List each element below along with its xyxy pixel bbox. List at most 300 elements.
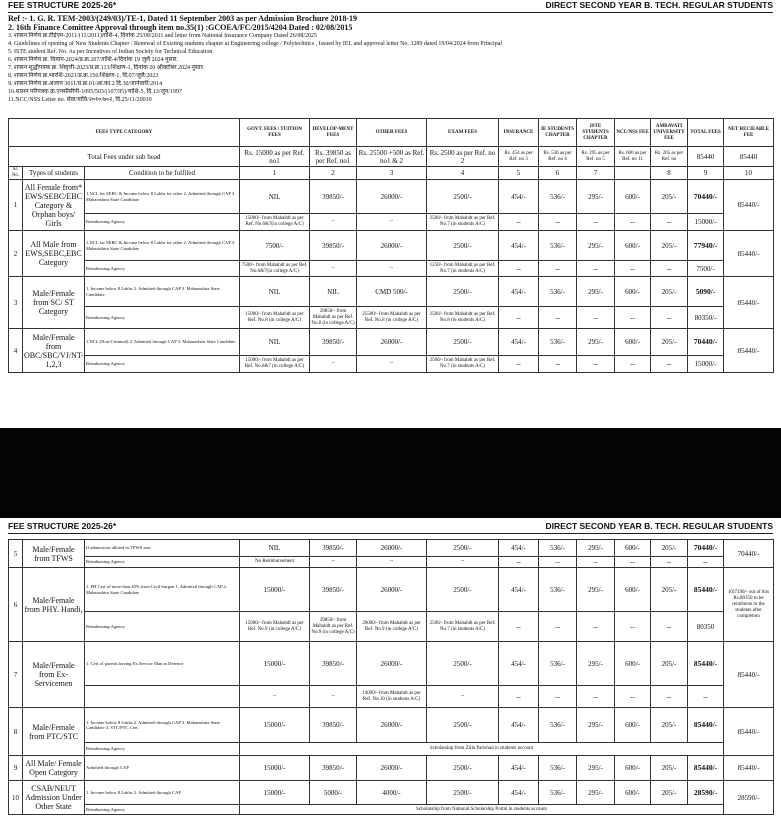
row-sr: 2 bbox=[9, 231, 23, 277]
fee-value-a: 295/- bbox=[577, 329, 615, 356]
ref-7: 7. शासन शुद्धीपत्रक क्र. शिवृत्ती-2023/प्र.क्र.113/शिक्षण-1, दिनांक 20 ऑक्टोबर 2024 नुसार. bbox=[8, 65, 205, 71]
fee-value-a: 85440/- bbox=[688, 642, 724, 686]
col-amravati: AMRAVATI UNIVERSITY FEE bbox=[651, 119, 688, 147]
fee-value-b: -- bbox=[240, 686, 310, 708]
fee-value-a: 600/- bbox=[615, 277, 651, 307]
fee-value-b: -- bbox=[577, 612, 615, 642]
row-sr: 5 bbox=[9, 540, 23, 568]
fee-value-a: 454/- bbox=[499, 180, 539, 214]
fee-value-b: 26000/- from Mahabdt as per Ref. No.9 (in college A/C) bbox=[357, 612, 427, 642]
fee-value-a: 15000/- bbox=[240, 708, 310, 743]
reimbursing-agency: Reimbursing Agency bbox=[85, 743, 240, 756]
fee-value-b: -- bbox=[688, 557, 724, 568]
fee-value-b: -- bbox=[651, 612, 688, 642]
fee-table-2 bbox=[8, 539, 774, 815]
fee-value-a: 205/- bbox=[651, 540, 688, 557]
row-sr: 9 bbox=[9, 756, 23, 781]
net-fee: 85440/- bbox=[724, 642, 774, 708]
idx-5: 5 bbox=[499, 167, 539, 180]
col-other: OTHER FEES bbox=[357, 119, 427, 147]
fee-value-a: 600/- bbox=[615, 540, 651, 557]
student-type: Male/Female from PHY. Handi, bbox=[23, 568, 85, 642]
row-sr: 10 bbox=[9, 781, 23, 815]
fee-value-a: 77940/- bbox=[688, 231, 724, 261]
fee-value-b: No Reimbursement bbox=[240, 557, 310, 568]
page-header bbox=[8, 0, 773, 13]
col-ncc: NCC/NSS FEE bbox=[615, 119, 651, 147]
fee-value-a: 205/- bbox=[651, 329, 688, 356]
student-type: CSAB/NEUT Admission Under Other State bbox=[23, 781, 85, 815]
fee-value-b: -- bbox=[357, 356, 427, 373]
fee-value-a: 26000/- bbox=[357, 180, 427, 214]
fee-value-b: -- bbox=[499, 214, 539, 231]
fee-row bbox=[9, 781, 774, 805]
fee-value-a: NIL bbox=[240, 277, 310, 307]
fee-value-a: 454/- bbox=[499, 329, 539, 356]
fee-value-b: -- bbox=[539, 612, 577, 642]
fee-value-a: 600/- bbox=[615, 180, 651, 214]
header-program: DIRECT SECOND YEAR B. TECH. REGULAR STUDENTS bbox=[545, 0, 773, 10]
col-develop: DEVELOP-MENT FEES bbox=[310, 119, 357, 147]
col-ie: IE STUDENTS CHAPTER bbox=[539, 119, 577, 147]
row-sr: 7 bbox=[9, 642, 23, 708]
reimburse-row bbox=[9, 557, 774, 568]
fee-value-a: CMD 500/- bbox=[357, 277, 427, 307]
fee-value-b: 25500/- from Mahabdt as per Ref. No.8 (in college A/C) bbox=[357, 307, 427, 329]
fee-value-b: -- bbox=[615, 612, 651, 642]
fee-value-a: NIL bbox=[310, 277, 357, 307]
fee-value-a: 536/- bbox=[539, 180, 577, 214]
fee-value-b: -- bbox=[577, 356, 615, 373]
condition: If admissions alloted in TFWS seat bbox=[85, 540, 240, 557]
fee-value-b: -- bbox=[310, 214, 357, 231]
student-type: Male/Female from SC/ ST Category bbox=[23, 277, 85, 329]
subhead-amravati: Rs. 205 as per Ref. no bbox=[651, 147, 688, 167]
subhead-other: Rs. 25500 +500 as Ref. no1 & 2 bbox=[357, 147, 427, 167]
fee-value-a: 70440/- bbox=[688, 540, 724, 557]
fee-value-a: 4000/- bbox=[357, 781, 427, 805]
idx-6: 6 bbox=[539, 167, 577, 180]
col-exam: EXAM FEES bbox=[427, 119, 499, 147]
ref-8: 8. शासन निर्णय क्र.भारशि-2021/प्र.क्र.156/शिक्षण-1, दि.07/जुलै/2023 bbox=[8, 73, 159, 79]
reimbursing-agency: Reimbursing Agency bbox=[85, 261, 240, 277]
fee-value-b: 39850/- from Mahabdt as per Ref. No.9 (in college A/C) bbox=[310, 612, 357, 642]
fee-value-a: 205/- bbox=[651, 781, 688, 805]
fee-value-b: -- bbox=[615, 214, 651, 231]
fee-value-a: 536/- bbox=[539, 708, 577, 743]
ref-11: 11.NCC/NSS Letter no. सेवा/यांवि/२०१०/७०२, दि.25/11/20010 bbox=[8, 97, 152, 103]
fee-value-a: 26000/- bbox=[357, 329, 427, 356]
fee-value-a: 454/- bbox=[499, 568, 539, 612]
fee-value-a: 39850/- bbox=[310, 756, 357, 781]
fee-value-a: 454/- bbox=[499, 642, 539, 686]
fee-value-a: NIL bbox=[240, 180, 310, 214]
idx-10: 10 bbox=[724, 167, 774, 180]
header-title-2: FEE STRUCTURE 2025-26* bbox=[8, 521, 117, 531]
col-fees-type: FEES TYPE CATEGORY bbox=[9, 119, 240, 147]
fee-value-a: 2500/- bbox=[427, 231, 499, 261]
fee-value-a: 26000/- bbox=[357, 231, 427, 261]
row-sr: 4 bbox=[9, 329, 23, 373]
fee-value-a: 39850/- bbox=[310, 708, 357, 743]
fee-value-a: 85440/- bbox=[688, 568, 724, 612]
fee-value-a: NIL bbox=[240, 329, 310, 356]
fee-value-b: -- bbox=[651, 307, 688, 329]
fee-value-a: 7500/- bbox=[240, 231, 310, 261]
ref-4: 4. Guidelines of opening of New Students Chapter / Renewal of Existing students chapter at Engineering college / Polytechnics , Issued by IEI. and approval letter No. 3289 dated 19/04/2024 from Principal bbox=[8, 41, 503, 47]
fee-row bbox=[9, 568, 774, 612]
fee-value-b: -- bbox=[651, 261, 688, 277]
fee-value-a: 2500/- bbox=[427, 756, 499, 781]
row-sr: 8 bbox=[9, 708, 23, 756]
subhead-iste: Rs. 295 as per Ref. no 5 bbox=[577, 147, 615, 167]
fee-value-b: -- bbox=[357, 261, 427, 277]
fee-value-b: -- bbox=[688, 686, 724, 708]
reimburse-row bbox=[9, 686, 774, 708]
fee-value-a: 600/- bbox=[615, 568, 651, 612]
fee-value-a: 39850/- bbox=[310, 329, 357, 356]
fee-value-b: 15000/- bbox=[688, 214, 724, 231]
fee-row bbox=[9, 708, 774, 743]
reimburse-row bbox=[9, 743, 774, 756]
fee-value-a: 536/- bbox=[539, 277, 577, 307]
page-2 bbox=[0, 521, 781, 840]
fee-value-a: 295/- bbox=[577, 277, 615, 307]
col-net: NET RECIEABLE FEE bbox=[724, 119, 774, 147]
fee-value-b: -- bbox=[310, 261, 357, 277]
fee-value-a: 295/- bbox=[577, 231, 615, 261]
fee-value-b: 7500/- from Mahabdt as per Ref. No.6&7(in college A/C) bbox=[240, 261, 310, 277]
ref-1: Ref :- 1. G. R. TEM-2003/(249/03)/TE-1, Dated 11 September 2003 as per Admission Brochure 2018-19 bbox=[8, 14, 358, 23]
student-type: Male/Female from Ex-Servicemen bbox=[23, 642, 85, 708]
col-iste: ISTE STUDENTS CHAPTER bbox=[577, 119, 615, 147]
net-fee: 85440/- bbox=[724, 180, 774, 231]
fee-value-b: -- bbox=[651, 356, 688, 373]
subhead-row bbox=[9, 147, 774, 167]
fee-value-a: 205/- bbox=[651, 756, 688, 781]
subhead-total: 85440 bbox=[688, 147, 724, 167]
ref-2: 2. 16th Finance Comittee Approval through item no.35(1) :GCOEA/FC/2015/4204 Dated : 02/08/2015 bbox=[8, 23, 353, 32]
reimburse-row bbox=[9, 307, 774, 329]
condition: 1.NCL for SEBC & Income below 8 Lakhs for other 2. Admitted through CAP 3. Maharashtra State Candidate bbox=[85, 180, 240, 214]
fee-value-a: 454/- bbox=[499, 231, 539, 261]
fee-value-a: 295/- bbox=[577, 756, 615, 781]
column-header-row bbox=[9, 119, 774, 147]
fee-value-a: 2500/- bbox=[427, 540, 499, 557]
fee-value-a: 2500/- bbox=[427, 180, 499, 214]
fee-value-a: 2500/- bbox=[427, 642, 499, 686]
fee-row bbox=[9, 180, 774, 214]
fee-value-b: -- bbox=[615, 307, 651, 329]
reimbursing-agency: Reimbursing Agency bbox=[85, 356, 240, 373]
fee-value-b: 80350/- bbox=[688, 307, 724, 329]
reimbursing-agency: Reimbursing Agency bbox=[85, 214, 240, 231]
ref-9: 9. शासन निर्णय क्र.अजाप 3011/प्र.क्र.01/आ.का.2 दि.30/जानेवारी/2014 bbox=[8, 81, 163, 87]
fee-value-b: 15000/- from Mahabdt as per Ref. No.6&7 (in college A/C) bbox=[240, 356, 310, 373]
fee-value-a: 600/- bbox=[615, 329, 651, 356]
subhead-insurance: Rs. 454 as per Ref. no 3 bbox=[499, 147, 539, 167]
fee-value-a: 39850/- bbox=[310, 540, 357, 557]
fee-value-a: 2500/- bbox=[427, 329, 499, 356]
fee-value-a: 454/- bbox=[499, 708, 539, 743]
net-fee: 85440/- bbox=[724, 756, 774, 781]
subhead-govt: Rs. 15000 as per Ref. no1 bbox=[240, 147, 310, 167]
reimbursing-agency: Reimbursing Agency bbox=[85, 612, 240, 642]
student-type: Male/Female from OBC/SBC/VJ/NT-1,2,3 bbox=[23, 329, 85, 373]
fee-value-b: -- bbox=[310, 686, 357, 708]
fee-value-b: -- bbox=[615, 261, 651, 277]
idx-2: 2 bbox=[310, 167, 357, 180]
fee-value-b: -- bbox=[577, 307, 615, 329]
reimbursing-agency: Reimbursing Agency bbox=[85, 307, 240, 329]
net-fee: 85440/- bbox=[724, 231, 774, 277]
fee-value-a: 85440/- bbox=[688, 708, 724, 743]
fee-value-a: 39850/- bbox=[310, 180, 357, 214]
page-separator bbox=[0, 428, 781, 518]
reimbursing-agency: Reimbursing Agency bbox=[85, 805, 240, 815]
fee-value-a: 295/- bbox=[577, 568, 615, 612]
references bbox=[8, 14, 768, 104]
student-type: Male/Female from PTC/STC bbox=[23, 708, 85, 756]
fee-table-1-body bbox=[9, 180, 774, 373]
fee-value-b: -- bbox=[539, 356, 577, 373]
net-fee: 10)7190/- out of this Rs.80350 to be reimburse to the students after completion bbox=[724, 568, 774, 642]
fee-value-b: -- bbox=[310, 356, 357, 373]
fee-value-b: -- bbox=[539, 686, 577, 708]
student-type: All Male from EWS,SEBC,EBC Category bbox=[23, 231, 85, 277]
fee-value-b: -- bbox=[539, 261, 577, 277]
subhead-label: Total Fees under sub head bbox=[9, 147, 240, 167]
idx-9: 9 bbox=[688, 167, 724, 180]
fee-value-b: 2500/- from Mahabdt as per Ref. No.8 (in students A/C) bbox=[427, 307, 499, 329]
fee-value-a: 205/- bbox=[651, 277, 688, 307]
reimburse-row bbox=[9, 214, 774, 231]
fee-value-a: 15000/- bbox=[240, 568, 310, 612]
student-type: All Female from* EWS/SEBC/EBC Category & Orphan boys/ Girls bbox=[23, 180, 85, 231]
fee-value-b: -- bbox=[651, 214, 688, 231]
fee-value-a: 295/- bbox=[577, 708, 615, 743]
fee-value-a: 536/- bbox=[539, 231, 577, 261]
idx-7: 7 bbox=[577, 167, 615, 180]
fee-value-b: 15000/- from Mahabdt as per Ref. No.8 (in college A/C) bbox=[240, 307, 310, 329]
fee-value-b: -- bbox=[577, 686, 615, 708]
header-title: FEE STRUCTURE 2025-26* bbox=[8, 0, 117, 10]
fee-value-b: -- bbox=[651, 557, 688, 568]
fee-value-a: 26000/- bbox=[357, 756, 427, 781]
student-type: All Male/ Female Open Category bbox=[23, 756, 85, 781]
col-govt: GOVT. FEES / TUITION FEES bbox=[240, 119, 310, 147]
idx-4: 4 bbox=[427, 167, 499, 180]
fee-value-b: 2500/- from Mahabdt as per Ref. No.7 (in students A/C) bbox=[427, 356, 499, 373]
fee-row bbox=[9, 756, 774, 781]
fee-value-b: -- bbox=[651, 686, 688, 708]
fee-value-b: -- bbox=[427, 557, 499, 568]
fee-value-a: 205/- bbox=[651, 708, 688, 743]
subhead-ncc: Rs. 600 as per Ref. no 11 bbox=[615, 147, 651, 167]
fee-value-a: NIL bbox=[240, 540, 310, 557]
condition: Admitted through CAP bbox=[85, 756, 240, 781]
subhead-exam: Rs. 2500 as per Ref. no 2 bbox=[427, 147, 499, 167]
reimbursing-agency: Reimbursing Agency bbox=[85, 557, 240, 568]
net-fee: 70440/- bbox=[724, 540, 774, 568]
fee-value-b: -- bbox=[577, 261, 615, 277]
ref-3: 3. शासन निर्णय क्र.टीईएम-2011/(11/2011)तांशि-4, दिनांक 25/08/2011 and letter from National Insurance Company Dated 26/08/2025 bbox=[8, 33, 317, 39]
fee-value-b: -- bbox=[539, 307, 577, 329]
condition: 1. PH Cert of more than 40% from Civil Surgen 1. Admitted through CAP 2. Maharashtra State Candidate bbox=[85, 568, 240, 612]
scholarship-note: Scholarship from Zilla Parishad in students account bbox=[240, 743, 724, 756]
fee-value-b: -- bbox=[499, 612, 539, 642]
fee-value-b: 7500/- bbox=[688, 261, 724, 277]
idx-8: 8 bbox=[651, 167, 688, 180]
index-row bbox=[9, 167, 774, 180]
fee-value-b: -- bbox=[499, 356, 539, 373]
fee-value-b: 80350 bbox=[688, 612, 724, 642]
fee-value-b: -- bbox=[427, 686, 499, 708]
fee-value-a: 15000/- bbox=[240, 756, 310, 781]
fee-value-a: 295/- bbox=[577, 642, 615, 686]
header-program-2: DIRECT SECOND YEAR B. TECH. REGULAR STUDENTS bbox=[545, 521, 773, 531]
fee-value-a: 26000/- bbox=[357, 568, 427, 612]
reimburse-row bbox=[9, 612, 774, 642]
fee-value-a: 536/- bbox=[539, 568, 577, 612]
reimburse-row bbox=[9, 356, 774, 373]
condition: 1.NCL (Non-Criminal) 2. Admitted through CAP 3. Maharashtra State Candidate bbox=[85, 329, 240, 356]
fee-value-a: 26000/- bbox=[357, 708, 427, 743]
reimburse-row bbox=[9, 261, 774, 277]
fee-value-b: -- bbox=[577, 214, 615, 231]
fee-row bbox=[9, 642, 774, 686]
col-insurance: INSURANCE bbox=[499, 119, 539, 147]
ref-10: 10.शासन परिपत्रक क्र.एनसीसीपी-1095/503/(107/95)/यांशि-5, दि.13/जून/1997 bbox=[8, 89, 182, 95]
fee-value-a: 26000/- bbox=[357, 540, 427, 557]
fee-value-a: 205/- bbox=[651, 180, 688, 214]
fee-value-a: 295/- bbox=[577, 180, 615, 214]
fee-value-a: 454/- bbox=[499, 756, 539, 781]
fee-value-a: 536/- bbox=[539, 642, 577, 686]
condition: 1. Income below 8 Lakhs 2. Admitted through CAP 3. Maharashtra State Candidate bbox=[85, 277, 240, 307]
idx-1: 1 bbox=[240, 167, 310, 180]
subhead-net: 85440 bbox=[724, 147, 774, 167]
fee-value-b: 2500/- from Mahabdt as per Ref. No.7 (in students A/C) bbox=[427, 612, 499, 642]
reimburse-row bbox=[9, 805, 774, 815]
fee-value-a: 39850/- bbox=[310, 642, 357, 686]
net-fee: 85440/- bbox=[724, 277, 774, 329]
fee-value-b: -- bbox=[499, 261, 539, 277]
fee-table-1 bbox=[8, 118, 774, 373]
fee-value-b: -- bbox=[499, 307, 539, 329]
fee-value-b: -- bbox=[615, 557, 651, 568]
fee-row bbox=[9, 277, 774, 307]
fee-value-b: 39850/- from Mahabdt as per Ref. No.8 (in college A/C) bbox=[310, 307, 357, 329]
fee-value-a: 600/- bbox=[615, 756, 651, 781]
row-sr: 3 bbox=[9, 277, 23, 329]
fee-value-b: -- bbox=[539, 557, 577, 568]
condition: 1. Cert of parents having Ex.Service Man in Defence bbox=[85, 642, 240, 686]
fee-value-a: 600/- bbox=[615, 781, 651, 805]
idx-types: Types of students bbox=[23, 167, 85, 180]
fee-value-b: -- bbox=[615, 686, 651, 708]
fee-value-a: 2500/- bbox=[427, 708, 499, 743]
idx-3: 3 bbox=[357, 167, 427, 180]
idx-cond: Condition to be fulfiled bbox=[85, 167, 240, 180]
fee-row bbox=[9, 329, 774, 356]
net-fee: 28590/- bbox=[724, 781, 774, 815]
col-total: TOTAL FEES bbox=[688, 119, 724, 147]
fee-value-a: 2500/- bbox=[427, 568, 499, 612]
fee-value-a: 454/- bbox=[499, 540, 539, 557]
fee-value-b: 15000/- from Mahabdt as per Ref. No.9 (in college A/C) bbox=[240, 612, 310, 642]
scholarship-note: Scholarship from National Scholarship Portal in students account bbox=[240, 805, 724, 815]
fee-value-a: 600/- bbox=[615, 231, 651, 261]
fee-value-a: 454/- bbox=[499, 277, 539, 307]
fee-value-a: 39850/- bbox=[310, 231, 357, 261]
row-sr: 1 bbox=[9, 180, 23, 231]
fee-value-b: -- bbox=[499, 686, 539, 708]
fee-value-a: 26000/- bbox=[357, 642, 427, 686]
fee-value-b: 14000/- from Mahabdt as per Ref. No.10 (in students A/C) bbox=[357, 686, 427, 708]
fee-value-b: -- bbox=[357, 557, 427, 568]
fee-value-b: -- bbox=[577, 557, 615, 568]
fee-value-a: 536/- bbox=[539, 329, 577, 356]
fee-value-a: 15000/- bbox=[240, 781, 310, 805]
fee-value-a: 536/- bbox=[539, 540, 577, 557]
fee-value-a: 454/- bbox=[499, 781, 539, 805]
net-fee: 85440/- bbox=[724, 329, 774, 373]
fee-value-b: -- bbox=[539, 214, 577, 231]
ref-6: 6. शासन निर्णय क्र. विमाग-2024/प्र.क्र.207/तांशि-4/दिनांक 19 जुलै 2024 नुसार. bbox=[8, 57, 179, 63]
net-fee: 85440/- bbox=[724, 708, 774, 756]
condition: 1.NCL for SEBC & Income below 8 Lakhs for other 2. Admitted through CAP 3. Maharashtra State Candidate bbox=[85, 231, 240, 261]
fee-value-b: 2500/- from Mahabdt as per Ref. No.7 (in students A/C) bbox=[427, 214, 499, 231]
fee-value-a: 70440/- bbox=[688, 329, 724, 356]
page-header-2 bbox=[8, 521, 773, 534]
fee-value-b: 15000/- from Mahabdt as per Ref. No.6&7(in college A/C) bbox=[240, 214, 310, 231]
condition: 1. Income below 8 Lakhs 2. Admitted through CAP bbox=[85, 781, 240, 805]
row-sr: 6 bbox=[9, 568, 23, 642]
idx-sr: Sr. No. bbox=[9, 167, 23, 180]
fee-row bbox=[9, 540, 774, 557]
fee-value-a: 5000/- bbox=[310, 781, 357, 805]
student-type: Male/Female from TFWS bbox=[23, 540, 85, 568]
idx-empty bbox=[615, 167, 651, 180]
fee-value-a: 85440/- bbox=[688, 756, 724, 781]
fee-table-2-body bbox=[9, 540, 774, 815]
subhead-ie: Rs. 536 as per Ref. no 4 bbox=[539, 147, 577, 167]
subhead-develop: Rs. 39850 as per Ref. no1 bbox=[310, 147, 357, 167]
ref-5: 5. ISTE student Ref. No. As per Incentives of Indian Society for Technical Education. bbox=[8, 49, 214, 55]
fee-value-a: 205/- bbox=[651, 642, 688, 686]
fee-value-a: 205/- bbox=[651, 568, 688, 612]
fee-row bbox=[9, 231, 774, 261]
fee-value-a: 70440/- bbox=[688, 180, 724, 214]
fee-value-b: 15000/- bbox=[688, 356, 724, 373]
fee-value-b: -- bbox=[357, 214, 427, 231]
condition: 1. Income below 8 Lakhs 2. Admitted through CAP 3. Maharashtra State Candidate 4. STC/PTC Cert. bbox=[85, 708, 240, 743]
reimbursing-agency bbox=[85, 686, 240, 708]
fee-value-a: 5090/- bbox=[688, 277, 724, 307]
fee-value-a: 600/- bbox=[615, 708, 651, 743]
fee-value-a: 2500/- bbox=[427, 277, 499, 307]
fee-value-a: 39850/- bbox=[310, 568, 357, 612]
fee-value-a: 536/- bbox=[539, 781, 577, 805]
fee-value-a: 28590/- bbox=[688, 781, 724, 805]
fee-value-b: -- bbox=[615, 356, 651, 373]
fee-value-a: 15000/- bbox=[240, 642, 310, 686]
fee-value-b: 1250/- from Mahabdt as per Ref. No.7 (in students A/C) bbox=[427, 261, 499, 277]
fee-value-b: -- bbox=[499, 557, 539, 568]
fee-value-a: 295/- bbox=[577, 781, 615, 805]
fee-value-a: 205/- bbox=[651, 231, 688, 261]
